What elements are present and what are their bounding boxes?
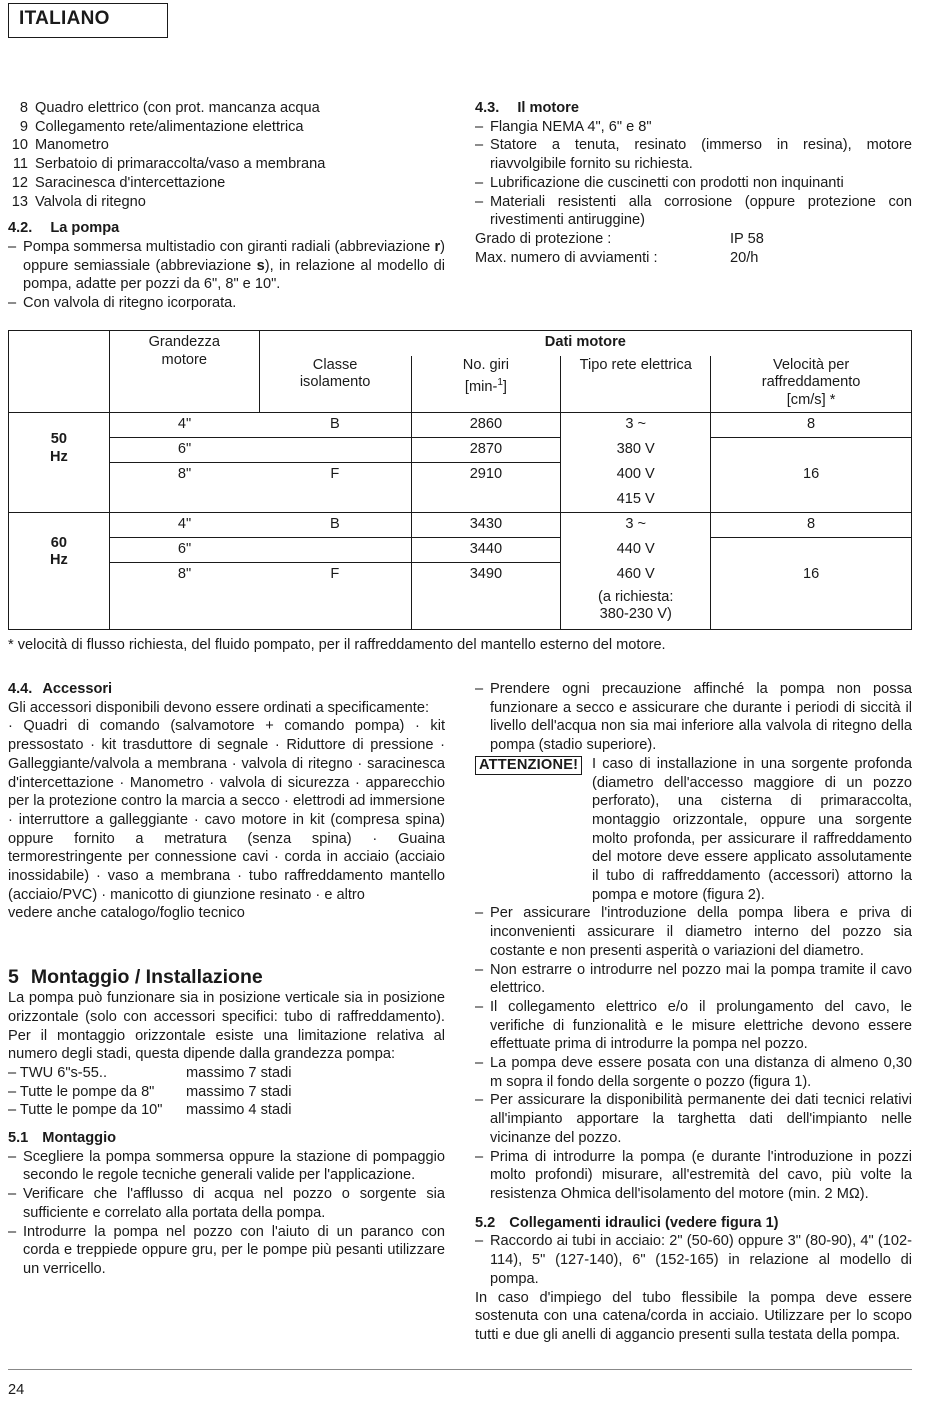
table-row: [9, 588, 912, 630]
precaution-bullet: – Prima di introdurre la pompa (e durante l'introduzione in pozzi molto profondi) misurare, all'estremità del cavo, più volte la resistenza Ohmica dell'isolamento del motore (min. 2 MΩ).: [475, 1148, 912, 1202]
header-velocita: Velocità per raffreddamento [cm/s] *: [711, 356, 912, 413]
section-heading-5-1: 5.1 Montaggio: [8, 1130, 117, 1147]
stage-limit: – Tutte le pompe da 10" massimo 4 stadi: [8, 1102, 292, 1119]
montaggio-step: – Verificare che l'afflusso di acqua nel pozzo o sorgente sia sufficiente e correlato alla portata della pompa.: [8, 1186, 445, 1221]
motore-bullet: – Lubrificazione die cuscinetti con prodotti non inquinanti: [475, 174, 844, 191]
section-heading-pompa: 4.2. La pompa: [8, 220, 120, 237]
table-row: 8" F 2910 400 V 16: [9, 463, 912, 488]
precaution-bullet: – Per assicurare la disponibilità permanente dei dati tecnici relativi all'impianto apportare la targhetta dati dell'impianto nelle vicinanze del pozzo.: [475, 1092, 912, 1146]
right-top-column: [475, 99, 912, 267]
table-row: 60 Hz 4" B 3430 3 ~ 8: [9, 513, 912, 538]
list-item: 13 Valvola di ritegno: [11, 193, 146, 210]
list-item: 12 Saracinesca d'intercettazione: [11, 174, 226, 191]
attention-badge: ATTENZIONE!: [475, 756, 582, 775]
language-tab: [8, 3, 168, 38]
pompa-bullet: – Con valvola di ritegno icorporata.: [8, 295, 237, 312]
attention-note: [475, 755, 912, 905]
freq-60hz: 60 Hz: [9, 513, 110, 630]
montaggio-intro: La pompa può funzionare sia in posizione verticale sia in posizione orizzontale (solo con accessori specifici: tubo di raffreddamento). Per il montaggio orizzontale esiste una limitazione relativa al numero degli stadi, questa dipende dalla grandezza pompa:: [8, 990, 445, 1063]
hydraulic-note: In caso d'impiego del tubo flessibile la pompa deve essere sostenuta con una catena/corda in acciaio. Utilizzare per lo scopo tutti e due gli anelli di aggancio presenti sulla testata della pompa.: [475, 1289, 912, 1343]
header-classe: Classe isolamento: [259, 356, 411, 413]
attention-text: I caso di installazione in una sorgente profonda (diametro dell'accesso maggiore di un pozzo perforato), una cisterna di primaraccolta, montaggio orizzontale, oppure una sorgente molto profonda, per assicurare il raffreddamento del motore deve essere applicato assolutamente il tubo di raffreddamento (accessori) attorno la pompa e motore (figura 2).: [592, 755, 912, 903]
motore-bullet: – Statore a tenuta, resinato (immerso in resina), motore riavvolgibile fornito su richiesta.: [475, 137, 912, 173]
montaggio-step: – Introdurre la pompa nel pozzo con l'aiuto di un paranco con corda e treppiede oppure gru, per le pompe più pesanti utilizzare un verricello.: [8, 1223, 445, 1277]
table-row: 6" 3440 440 V: [9, 538, 912, 563]
precaution-bullet: – Non estrarre o introdurre nel pozzo mai la pompa tramite il cavo elettrico.: [475, 961, 912, 997]
section-heading-accessori: 4.4. Accessori: [8, 681, 113, 697]
table-row: 415 V: [9, 488, 912, 513]
hydraulic-bullet: – Raccordo ai tubi in acciaio: 2" (50-60) oppure 3" (80-90), 4" (102-114), 5" (127-140), 6" (152-165) in relazione al modello di pompa.: [475, 1233, 912, 1287]
header-rete: Tipo rete elettrica: [561, 356, 711, 413]
stage-limit: – Tutte le pompe da 8" massimo 7 stadi: [8, 1083, 292, 1100]
motore-bullet: – Flangia NEMA 4", 6" e 8": [475, 118, 652, 135]
header-grandezza: Grandezza motore: [109, 331, 259, 413]
table-footnote: * velocità di flusso richiesta, del fluido pompato, per il raffreddamento del mantello esterno del motore.: [8, 637, 666, 653]
freq-50hz: 50 Hz: [9, 413, 110, 513]
table-row: 8" F 3490 460 V 16: [9, 563, 912, 588]
motore-bullet: – Materiali resistenti alla corrosione (oppure protezione con rivestimenti antiruggine): [475, 193, 912, 229]
stage-limit: – TWU 6"s-55.. massimo 7 stadi: [8, 1064, 292, 1081]
accessori-list: · Quadri di comando (salvamotore + comando pompa) · kit pressostato · kit trasduttore di segnale · Riduttore di pressione · Galleggiante/valvola a membrana · valvola di ritegno · saracinesca d'intercettazione · Manometro · valvola di sicurezza · apparecchio per la protezione contro la marcia a secco · elettrodi ad immersione · interruttore a galleggiante · cavo motore in kit (compresa spina) oppure fornito a metratura (senza spina) · Guaina termorestringente per connessione cavi · corda in acciaio (acciaio inossidabile) · vaso a membrana · tubo raffreddamento mantello (acciaio/PVC) · manicotto di giunzione resinato · e altro: [8, 718, 445, 903]
section-heading-5-2: 5.2 Collegamenti idraulici (vedere figura 1): [475, 1214, 779, 1231]
left-top-column: [8, 99, 445, 313]
pompa-bullet: – Pompa sommersa multistadio con giranti radiali (abbreviazione r) oppure semiassiale (abbreviazione s), in relazione al modello di pompa, adatte per pozzi da 6", 8" e 10".: [8, 238, 446, 293]
list-item: 10 Manometro: [11, 137, 109, 154]
right-bottom-column: [475, 680, 912, 1345]
accessori-intro: Gli accessori disponibili devono essere ordinati a specificamente:: [8, 699, 430, 716]
max-starts: Max. numero di avviamenti : 20/h: [475, 249, 759, 266]
protection-grade: Grado di protezione : IP 58: [475, 230, 764, 247]
left-bottom-column: [8, 680, 445, 1279]
precaution-bullet: – La pompa deve essere posata con una distanza di almeno 0,30 m sopra il fondo della sorgente o pozzo (figura 1).: [475, 1055, 912, 1090]
language-label: ITALIANO: [19, 8, 110, 29]
precaution-bullet: – Prendere ogni precauzione affinché la pompa non possa funzionare a secco e assicurare che durante i periodi di siccità il livello dell'acqua non sia mai inferiore alla valvola di ritegno della pompa (stadio superiore).: [475, 681, 912, 754]
header-giri: No. giri [min-$^1$]: [411, 356, 561, 413]
accessori-note: vedere anche catalogo/foglio tecnico: [8, 905, 245, 922]
table-row: 50 Hz 4" B 2860 3 ~ 8: [9, 413, 912, 438]
montaggio-step: – Scegliere la pompa sommersa oppure la stazione di pompaggio secondo le regole tecniche generali valide per l'applicazione.: [8, 1148, 445, 1184]
on-request-voltage: (a richiesta: 380-230 V): [561, 588, 711, 630]
list-item: 9 Collegamento rete/alimentazione elettrica: [19, 118, 304, 135]
motor-data-table: [8, 330, 912, 630]
precaution-bullet: – Per assicurare l'introduzione della pompa libera e priva di inconvenienti assicurare il diametro interno del pozzo sia costante e non presenti asperità o variazioni del diametro.: [475, 905, 912, 959]
footer-rule: [8, 1369, 912, 1370]
section-heading-motore: 4.3. Il motore: [475, 100, 579, 116]
chapter-heading-montaggio: 5 Montaggio / Installazione: [8, 966, 263, 989]
legend-list: [8, 99, 445, 211]
header-dati-motore: Dati motore: [259, 331, 911, 356]
list-item: 8 Quadro elettrico (con prot. mancanza acqua: [19, 100, 320, 116]
precaution-bullet: – Il collegamento elettrico e/o il prolungamento del cavo, le verifiche di funzionalità e le misure elettriche devono essere effettuate prima di introdurre la pompa nel pozzo.: [475, 998, 912, 1053]
table-row: 6" 2870 380 V: [9, 438, 912, 463]
page-number: 24: [8, 1382, 25, 1398]
list-item: 11 Serbatoio di primaraccolta/vaso a membrana: [12, 156, 326, 173]
